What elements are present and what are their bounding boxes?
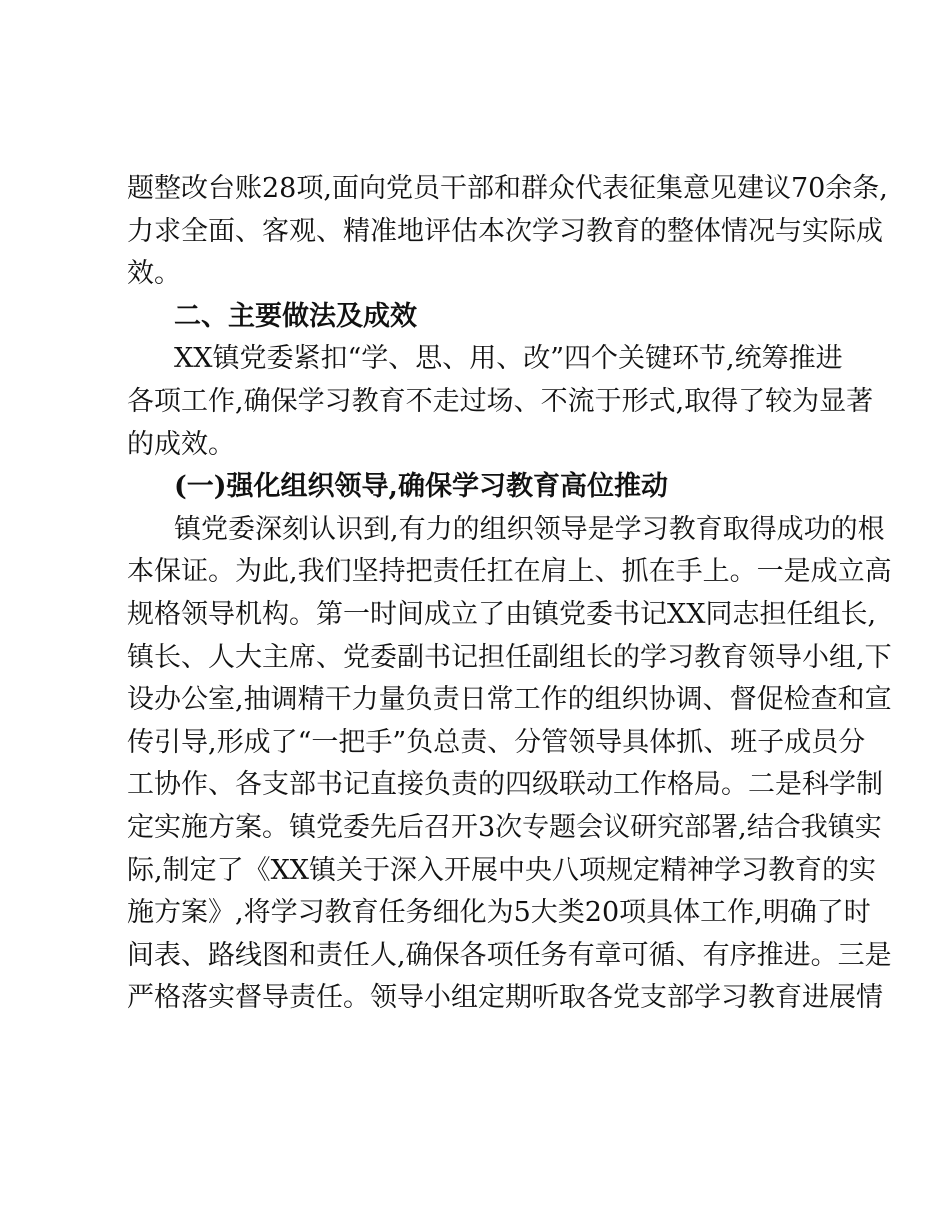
paragraph-line: 工协作、各支部书记直接负责的四级联动工作格局。二是科学制: [127, 769, 883, 801]
paragraph-line: 力求全面、客观、精准地评估本次学习教育的整体情况与实际成: [127, 215, 883, 247]
body-text: [127, 168, 892, 1020]
subsection-heading: (一)强化组织领导,确保学习教育高位推动: [174, 471, 668, 503]
paragraph-line: 的成效。: [127, 428, 235, 460]
paragraph-line: 效。: [127, 258, 181, 290]
paragraph-line: 规格领导机构。第一时间成立了由镇党委书记XX同志担任组长,: [127, 598, 877, 630]
paragraph-line: 间表、路线图和责任人,确保各项任务有章可循、有序推进。三是: [127, 939, 892, 971]
paragraph-line: 设办公室,抽调精干力量负责日常工作的组织协调、督促检查和宣: [127, 684, 892, 716]
section-heading: 二、主要做法及成效: [174, 300, 417, 332]
paragraph-line: 各项工作,确保学习教育不走过场、不流于形式,取得了较为显著: [127, 385, 874, 417]
paragraph-line: 定实施方案。镇党委先后召开3次专题会议研究部署,结合我镇实: [127, 811, 882, 843]
paragraph-line: XX镇党委紧扣“学、思、用、改”四个关键环节,统筹推进: [174, 343, 843, 375]
paragraph-line: 镇党委深刻认识到,有力的组织领导是学习教育取得成功的根: [174, 513, 885, 545]
paragraph-line: 严格落实督导责任。领导小组定期听取各党支部学习教育进展情: [127, 982, 883, 1014]
paragraph-line: 题整改台账28项,面向党员干部和群众代表征集意见建议70余条,: [127, 173, 888, 204]
paragraph-line: 本保证。为此,我们坚持把责任扛在肩上、抓在手上。一是成立高: [127, 556, 892, 588]
paragraph-line: 传引导,形成了“一把手”负总责、分管领导具体抓、班子成员分: [127, 726, 866, 758]
paragraph-line: 际,制定了《XX镇关于深入开展中央八项规定精神学习教育的实: [127, 854, 877, 886]
paragraph-line: 镇长、人大主席、党委副书记担任副组长的学习教育领导小组,下: [127, 641, 892, 673]
paragraph-line: 施方案》,将学习教育任务细化为5大类20项具体工作,明确了时: [127, 897, 871, 929]
